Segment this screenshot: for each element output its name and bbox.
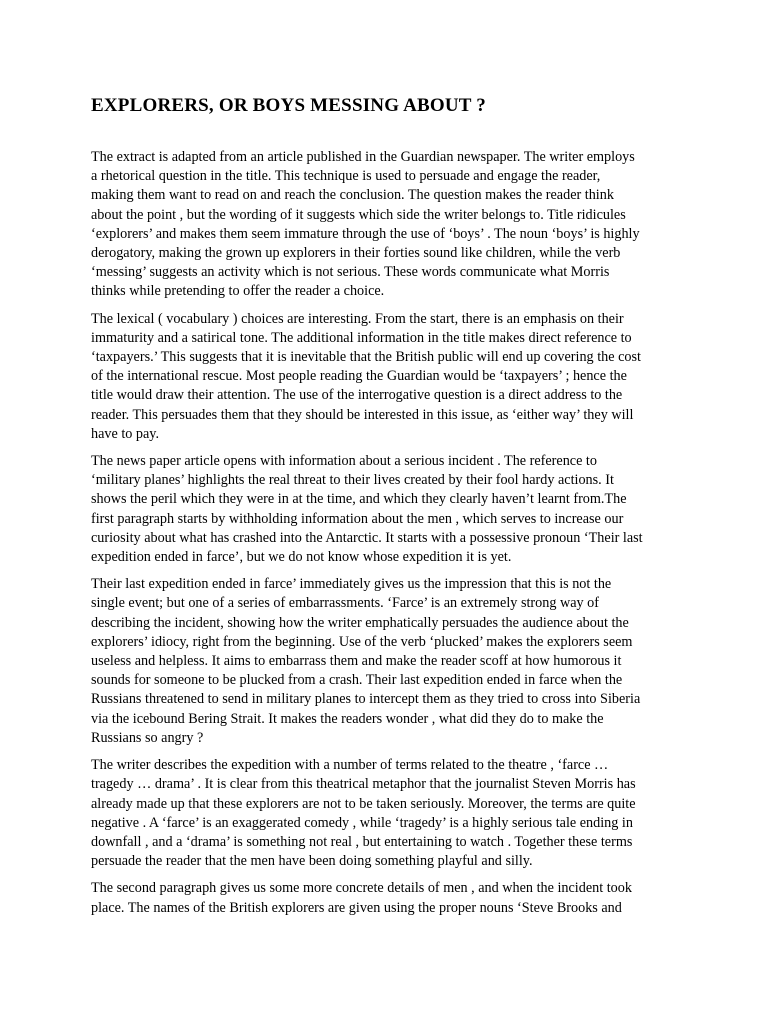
text-line: explorers’ idiocy, right from the beginning. Use of the verb ‘plucked’ makes the explorers seem xyxy=(91,633,633,650)
text-line: The news paper article opens with information about a serious incident . The reference to xyxy=(91,453,597,470)
text-line: ‘military planes’ highlights the real threat to their lives created by their fool hardy actions. It xyxy=(91,472,614,489)
document-title: EXPLORERS, OR BOYS MESSING ABOUT ? xyxy=(91,95,486,116)
text-line: via the icebound Bering Strait. It makes the readers wonder , what did they do to make the xyxy=(91,710,604,727)
text-line: immaturity and a satirical tone. The additional information in the title makes direct reference to xyxy=(91,329,632,346)
text-line: derogatory, making the grown up explorers in their forties sound like children, while the verb xyxy=(91,245,621,262)
text-line: The lexical ( vocabulary ) choices are interesting. From the start, there is an emphasis on their xyxy=(91,310,624,327)
text-line: shows the peril which they were in at the time, and which they clearly haven’t learnt from.The xyxy=(91,491,627,508)
text-line: The writer describes the expedition with a number of terms related to the theatre , ‘farce … xyxy=(91,757,609,774)
text-line: already made up that these explorers are not to be taken seriously. Moreover, the terms are quite xyxy=(91,795,636,812)
text-line: describing the incident, showing how the writer emphatically persuades the audience about the xyxy=(91,614,629,631)
text-line: Russians so angry ? xyxy=(91,729,204,746)
text-line: sounds for someone to be plucked from a crash. Their last expedition ended in farce when the xyxy=(91,672,623,689)
text-line: place. The names of the British explorers are given using the proper nouns ‘Steve Brooks and xyxy=(91,899,622,916)
document-body xyxy=(91,148,691,926)
text-line: negative . A ‘farce’ is an exaggerated comedy , while ‘tragedy’ is a highly serious tale ending in xyxy=(91,814,633,831)
text-line: useless and helpless. It aims to embarrass them and make the reader scoff at how humorous it xyxy=(91,653,622,670)
text-line: reader. This persuades them that they should be interested in this issue, as ‘either way’ they will xyxy=(91,406,634,423)
text-line: ‘taxpayers.’ This suggests that it is inevitable that the British public will end up covering the cost xyxy=(91,349,641,366)
text-line: persuade the reader that the men have been doing something playful and silly. xyxy=(91,853,533,870)
text-line: Russians threatened to send in military planes to intercept them as they tried to cross into Siberia xyxy=(91,691,641,708)
text-line: The extract is adapted from an article published in the Guardian newspaper. The writer employs xyxy=(91,149,635,165)
text-line: have to pay. xyxy=(91,425,160,442)
text-line: ‘messing’ suggests an activity which is not serious. These words communicate what Morris xyxy=(91,264,610,281)
text-line: ‘explorers’ and makes them seem immature through the use of ‘boys’ . The noun ‘boys’ is highly xyxy=(91,225,640,242)
text-line: a rhetorical question in the title. This technique is used to persuade and engage the reader, xyxy=(91,168,601,185)
paragraph-5 xyxy=(91,756,691,871)
text-line: The second paragraph gives us some more concrete details of men , and when the incident took xyxy=(91,880,632,897)
text-line: making them want to read on and reach the conclusion. The question makes the reader think xyxy=(91,187,614,204)
paragraph-4 xyxy=(91,575,691,748)
text-line: first paragraph starts by withholding information about the men , which serves to increase our xyxy=(91,510,624,527)
text-line: of the international rescue. Most people reading the Guardian would be ‘taxpayers’ ; hence the xyxy=(91,368,627,385)
text-line: Their last expedition ended in farce’ immediately gives us the impression that this is not the xyxy=(91,576,612,593)
paragraph-2 xyxy=(91,310,691,444)
text-line: about the point , but the wording of it suggests which side the writer belongs to. Title ridicules xyxy=(91,206,626,223)
text-line: thinks while pretending to offer the reader a choice. xyxy=(91,283,385,300)
text-line: single event; but one of a series of embarrassments. ‘Farce’ is an extremely strong way of xyxy=(91,595,599,612)
text-line: downfall , and a ‘drama’ is something not real , but entertaining to watch . Together these terms xyxy=(91,833,633,850)
text-line: title would draw their attention. The use of the interrogative question is a direct address to the xyxy=(91,387,623,404)
text-line: expedition ended in farce’, but we do not know whose expedition it is yet. xyxy=(91,549,512,566)
text-line: tragedy … drama’ . It is clear from this theatrical metaphor that the journalist Steven Morris has xyxy=(91,776,636,793)
paragraph-3 xyxy=(91,452,691,567)
paragraph-6 xyxy=(91,879,691,917)
paragraph-1 xyxy=(91,148,691,302)
text-line: curiosity about what has crashed into the Antarctic. It starts with a possessive pronoun ‘Their last xyxy=(91,529,643,546)
